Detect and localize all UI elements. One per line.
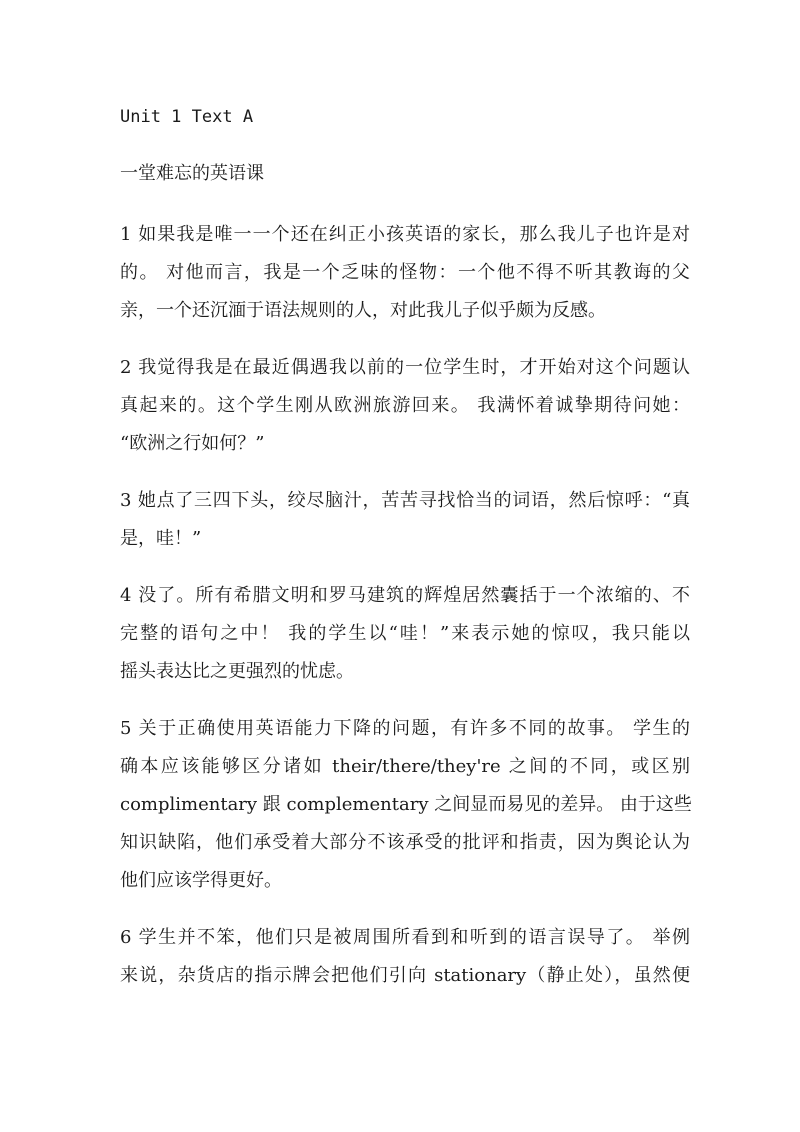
paragraph-1 [120, 216, 690, 330]
paragraph-line: 5 关于正确使用英语能力下降的问题，有许多不同的故事。 学生的 [120, 718, 690, 739]
paragraph-line: 完整的语句之中！ 我的学生以“哇！”来表示她的惊叹，我只能以 [120, 623, 690, 644]
paragraph-line: 3 她点了三四下头，绞尽脑汁，苦苦寻找恰当的词语，然后惊呼：“真 [120, 490, 690, 511]
paragraph-line: 摇头表达比之更强烈的忧虑。 [120, 661, 354, 682]
paragraph-line: 4 没了。所有希腊文明和罗马建筑的辉煌居然囊括于一个浓缩的、不 [120, 585, 690, 606]
paragraph-3 [120, 482, 690, 558]
paragraph-line: “欧洲之行如何？” [120, 433, 265, 454]
paragraph-line: 确本应该能够区分诸如 their/there/they're 之间的不同，或区别 [120, 756, 690, 777]
paragraph-2 [120, 349, 690, 463]
paragraph-line: 1 如果我是唯一一个还在纠正小孩英语的家长，那么我儿子也许是对 [120, 224, 690, 245]
paragraph-line: complimentary 跟 complementary 之间显而易见的差异。 由于这些 [120, 794, 692, 815]
paragraph-line: 亲，一个还沉湎于语法规则的人，对此我儿子似乎颇为反感。 [120, 300, 606, 321]
paragraph-line: 知识缺陷，他们承受着大部分不该承受的批评和指责，因为舆论认为 [120, 832, 690, 853]
paragraph-line: 6 学生并不笨，他们只是被周围所看到和听到的语言误导了。 举例 [120, 927, 690, 948]
paragraph-line: 真起来的。这个学生刚从欧洲旅游回来。 我满怀着诚挚期待问她： [120, 395, 690, 416]
paragraph-line: 来说，杂货店的指示牌会把他们引向 stationary（静止处），虽然便 [120, 965, 690, 986]
paragraph-line: 2 我觉得我是在最近偶遇我以前的一位学生时，才开始对这个问题认 [120, 357, 690, 378]
paragraph-5 [120, 710, 690, 900]
paragraph-line: 他们应该学得更好。 [120, 870, 282, 891]
paragraph-line: 是，哇！” [120, 528, 202, 549]
paragraph-6 [120, 919, 690, 995]
paragraph-4 [120, 577, 690, 691]
paragraph-line: 的。 对他而言，我是一个乏味的怪物：一个他不得不听其教诲的父 [120, 262, 690, 283]
document-subtitle: 一堂难忘的英语课 [120, 163, 264, 184]
document-title: Unit 1 Text A [120, 107, 254, 127]
document-page [120, 102, 690, 1014]
